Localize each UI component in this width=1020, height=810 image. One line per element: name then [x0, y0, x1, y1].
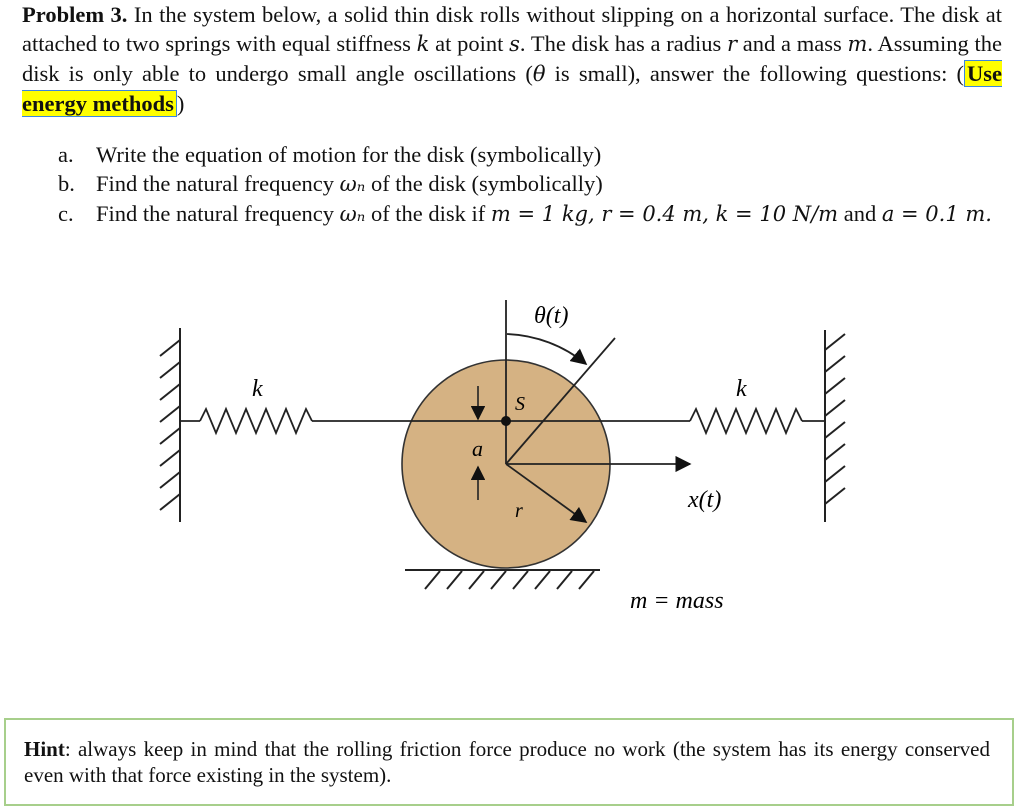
question-text: of the disk if: [365, 201, 491, 226]
hint-label: Hint: [24, 737, 65, 761]
sym-m: m: [847, 32, 868, 56]
given-values-a: a = 0.1 m.: [881, 202, 992, 226]
hint-text: : always keep in mind that the rolling friction force produce no work (the system has its energy conserved even with that force existing in the system).: [24, 737, 990, 787]
problem-text-1: In the system below, a solid thin disk rolls without slipping on a horizontal surface. The disk at attached to two springs with equal stiffness: [22, 2, 1002, 56]
left-spring-label: k: [252, 376, 263, 402]
question-label: b.: [58, 171, 75, 196]
question-label: a.: [58, 142, 74, 167]
hint-box: [4, 718, 1014, 806]
theta-arc-arrow: [507, 334, 586, 364]
question-label: c.: [58, 201, 74, 226]
theta-label: θ(t): [534, 303, 569, 329]
problem-text-6: is small), answer the following questions: (: [545, 61, 964, 86]
question-text: Find the natural frequency: [96, 171, 340, 196]
s-label: S: [515, 393, 525, 415]
problem-text-5: . Assuming the disk is only able to undergo small angle oscillations (: [22, 31, 1002, 86]
energy-methods-highlight: Use energy methods: [22, 61, 1002, 116]
attachment-point-s: [501, 416, 511, 426]
question-a: [58, 140, 1003, 169]
sym-theta: θ: [532, 62, 546, 86]
sym-omega-n: ωₙ: [339, 202, 366, 226]
x-label: x(t): [688, 487, 722, 513]
r-label: r: [515, 500, 523, 522]
mass-label: m = mass: [630, 588, 724, 610]
sym-s: s: [509, 32, 520, 56]
question-text: of the disk (symbolically): [365, 171, 603, 196]
problem-text-4: and a mass: [737, 31, 848, 56]
problem-text-2: at point: [429, 31, 510, 56]
question-text: Find the natural frequency: [96, 201, 340, 226]
disk-spring-diagram: [0, 280, 1020, 610]
problem-text-7: ): [176, 91, 185, 116]
question-b: [58, 169, 1003, 199]
sym-omega-n: ωₙ: [339, 172, 366, 196]
right-wall: [825, 330, 845, 522]
question-c: [58, 199, 1003, 229]
given-values: m = 1 kg, r = 0.4 m, k = 10 N/m: [490, 202, 839, 226]
problem-label: Problem 3.: [22, 2, 128, 27]
a-label: a: [472, 436, 483, 461]
sym-r: r: [726, 32, 738, 56]
right-spring-label: k: [736, 376, 747, 402]
sym-k: k: [416, 32, 430, 56]
question-list: [58, 140, 1003, 229]
question-text: and: [838, 201, 882, 226]
ground: [405, 570, 600, 589]
question-text: Write the equation of motion for the disk (symbolically): [96, 142, 602, 167]
left-wall: [160, 328, 180, 522]
problem-statement: [22, 0, 1002, 118]
problem-text-3: . The disk has a radius: [519, 31, 727, 56]
